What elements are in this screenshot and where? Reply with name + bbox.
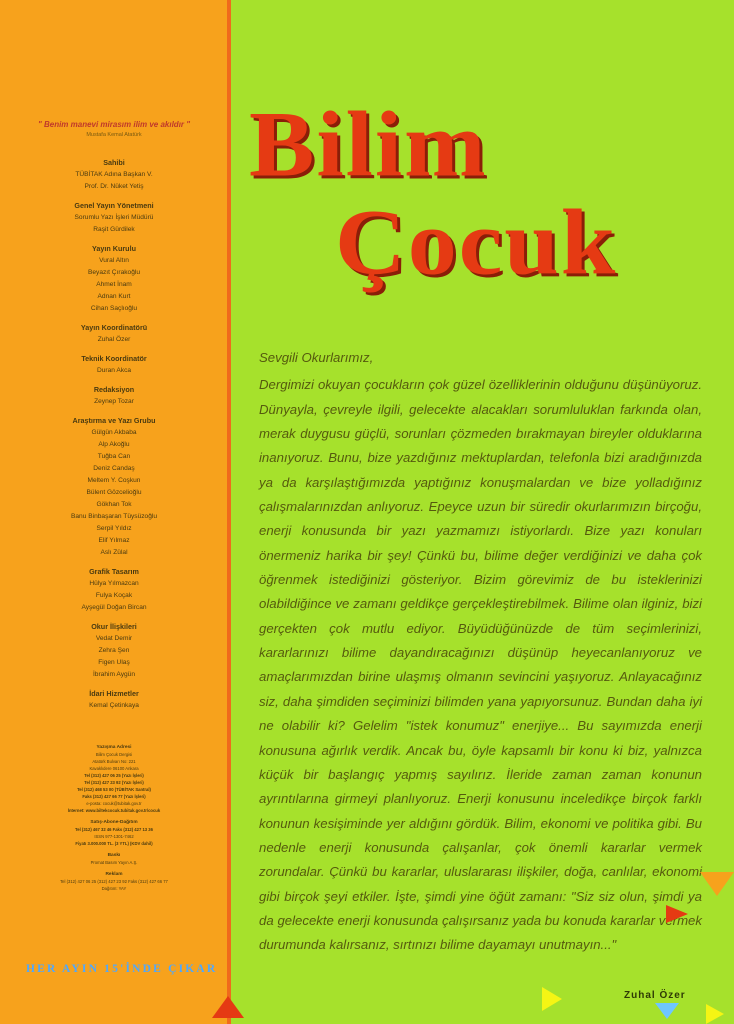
masthead-section [8,244,220,315]
section-line: Hülya Yılmazcan [89,580,139,587]
letter-greeting: Sevgili Okurlarımız, [259,350,374,365]
letter-body: Dergimizi okuyan çocukların çok güzel özelliklerinin olduğunu düşünüyoruz. Dünyayla, çevreyle ilgili, gelecekte alacakları sorumluluklan farkında olan, merak duygusu güçlü, sorunları çözmeden bırakmayan bireyler olduklarına inanıyoruz. Bunu, bize yazdığınız mektuplardan, telefonla bizi aradığınızda ya da karşılaştığımızda yaptığınız konuşmalardan ve bize yolladığınız çalışmalarınızdan anlıyoruz. Epeyce uzun bir süredir okurlarımızın birçoğu, enerji konusunda bir yazı yazmamızı istiyorlardı. Bize yazı konuları önermeniz harika bir şey! Çünkü bu, bilime değer verdiğinizi ve daha çok öğrenmek istediğinizi gösteriyor. Bizim görevimiz de bu isteklerinizi olabildiğince ve zamanı geldikçe gerçekleştirebilmek. Bilime olan ilginiz, bizi gerçekten çok mutlu ediyor. Büyüdüğünüzde de tüm seçimlerinizi, kararlarınızı bilime dayandıracağınızı düşünüp heyecanlanıyoruz ve amaçlarımızdan birine ulaşmış olmanın sevincini yaşıyoruz. Anlayacağınız siz, daha şimdiden seçiminizi bilimden yana yapıyorsunuz. Bundan daha iyi ne olabilir ki? Gelelim "istek konumuz" enerjiye... Bu sayımızda enerji konusuna ağırlık verdik. Ancak bu, öyle kapsamlı bir konu ki biz, yalnızca küçük bir başlangıç yapmış sayılırız. İleride zaman zaman konunun ayrıntılarına girmeyi planlıyoruz. Enerji konusunu inceledikçe birçok farklı konunun kesişiminde yer aldığını gördük. Bilim, ekonomi ve politika gibi. Bu nedenle enerji konusunda çalışanlar, çok önemli kararlar vermek zorundalar. Çünkü bu kararlar, uluslararası ilişkiler, doğa, canlılar, ekonomi gibi birçok şeyi etkiler. İşte, şimdi yine öğüt zamanı: "Siz siz olun, şimdi ya da gelecekte enerji konusunda çalışırsanız yada bu konuda kararlar vermek durumunda kalırsanız, sırtınızı bilime dayamayı unutmayın..." [259,377,702,953]
print-line: Promat Basım Yayın A.Ş. [90,860,138,865]
section-line: Fulya Koçak [95,592,133,599]
section-title: Yayın Kurulu [92,244,136,253]
section-line: Beyazıt Çırakoğlu [87,269,141,276]
logo-cocuk: Çocuk [335,191,618,295]
section-line: Zehra Şen [98,647,130,654]
section-line: Aslı Zülal [100,549,128,556]
masthead-section [8,689,220,712]
phone-line: Tel (312) 427 23 92 (Yazı İşleri) [84,780,144,785]
masthead-section [8,416,220,559]
logo-bilim: Bilim [249,93,488,197]
ads-line: Tel (312) 427 06 25 (312) 427 23 92 Faks (312) 427 66 77 [60,879,168,884]
section-title: Sahibi [103,158,125,167]
section-line: Ahmet İnam [96,281,132,288]
triangle-decoration [655,1003,679,1019]
triangle-decoration [706,1004,724,1024]
section-line: Prof. Dr. Nüket Yetiş [84,183,144,190]
section-line: Bülent Gözcelioğlu [86,489,142,496]
phone-line: Tel (312) 427 06 25 (Yazı İşleri) [84,773,144,778]
section-line: Cihan Saçlıoğlu [90,305,138,312]
email-line: e-posta: cocuk@tubitak.gov.tr [86,801,142,806]
phone-line: Faks (312) 427 66 77 (Yazı İşleri) [82,794,146,799]
masthead-section [8,567,220,614]
section-line: Alp Akoğlu [98,441,130,448]
section-line: Vedat Demir [95,635,133,642]
ads-line: Dağıtım: YAY [101,886,127,891]
section-title: Redaksiyon [93,385,135,394]
section-line: Serpil Yıldız [96,525,132,532]
subscription-line: ISSN 977-1301-7462 [94,834,134,839]
section-line: Zeynep Tozar [94,398,134,405]
section-line: Meltem Y. Coşkun [87,477,141,484]
section-line: Gökhan Tok [96,501,132,508]
section-line: Tuğba Can [97,453,131,460]
section-title: İdari Hizmetler [89,689,139,698]
motto: " Benim manevi mirasım ilim ve akıldır " [37,120,191,129]
triangle-decoration [212,996,244,1018]
triangle-decoration [700,872,734,896]
print-title: Baskı [107,853,121,858]
publication-frequency: HER AYIN 15'İNDE ÇIKAR [26,963,218,975]
website-line: İnternet: www.biltekcocuk.tubitak.gov.tr/cocuk [67,808,161,813]
section-line: Figen Ulaş [98,659,130,666]
address-line: Kavaklıdere 06100 Ankara [89,766,139,771]
section-title: Yayın Koordinatörü [80,323,148,332]
section-line: Vural Altın [99,257,129,264]
section-line: Kemal Çetinkaya [89,702,139,709]
masthead-panel [0,0,227,1024]
letter-signature: Zuhal Özer [624,990,686,1001]
triangle-decoration [542,987,562,1011]
masthead-section [8,385,220,408]
section-line: Deniz Candaş [93,465,135,472]
section-line: Zuhal Özer [97,336,131,343]
subscription-title: Satış-Abone-Dağıtım [90,820,138,825]
section-line: Sorumlu Yazı İşleri Müdürü [74,214,154,221]
section-line: TÜBİTAK Adına Başkan V. [75,171,153,178]
section-line: Adnan Kurt [97,293,131,300]
price-line: Fiyatı 3.000.000 TL. (3 YTL) (KDV dahil) [75,841,153,846]
section-line: Ayşegül Doğan Bircan [81,604,147,611]
masthead-section [8,354,220,377]
address-line: Atatürk Bulvarı No: 221 [92,759,136,764]
section-title: Okur İlişkileri [91,622,137,631]
contact-info [8,744,220,892]
phone-line: Tel (312) 468 53 00 (TÜBİTAK Santral) [77,787,151,792]
ads-title: Reklam [105,872,123,877]
masthead-section [8,323,220,346]
section-title: Teknik Koordinatör [81,354,147,363]
editorial-letter [259,346,702,958]
section-line: Gülgün Akbaba [91,429,137,436]
section-title: Genel Yayın Yönetmeni [74,201,154,210]
section-title: Grafik Tasarım [89,567,139,576]
masthead-section [8,201,220,236]
section-line: İbrahim Aygün [92,671,136,678]
masthead-section [8,158,220,193]
section-line: Duran Akca [96,367,132,374]
section-line: Banu Binbaşaran Tüysüzoğlu [70,513,158,520]
masthead-list [8,158,220,720]
motto-author: Mustafa Kemal Atatürk [86,132,142,138]
section-line: Raşit Gürdilek [93,226,135,233]
address-line: Bilim Çocuk Dergisi [95,752,133,757]
subscription-line: Tel (312) 467 32 46 Faks (312) 427 13 36 [75,827,153,832]
section-line: Elif Yılmaz [98,537,130,544]
masthead-section [8,622,220,681]
triangle-decoration [666,905,688,923]
section-title: Araştırma ve Yazı Grubu [72,416,156,425]
address-title: Yazışma Adresi [96,745,132,750]
